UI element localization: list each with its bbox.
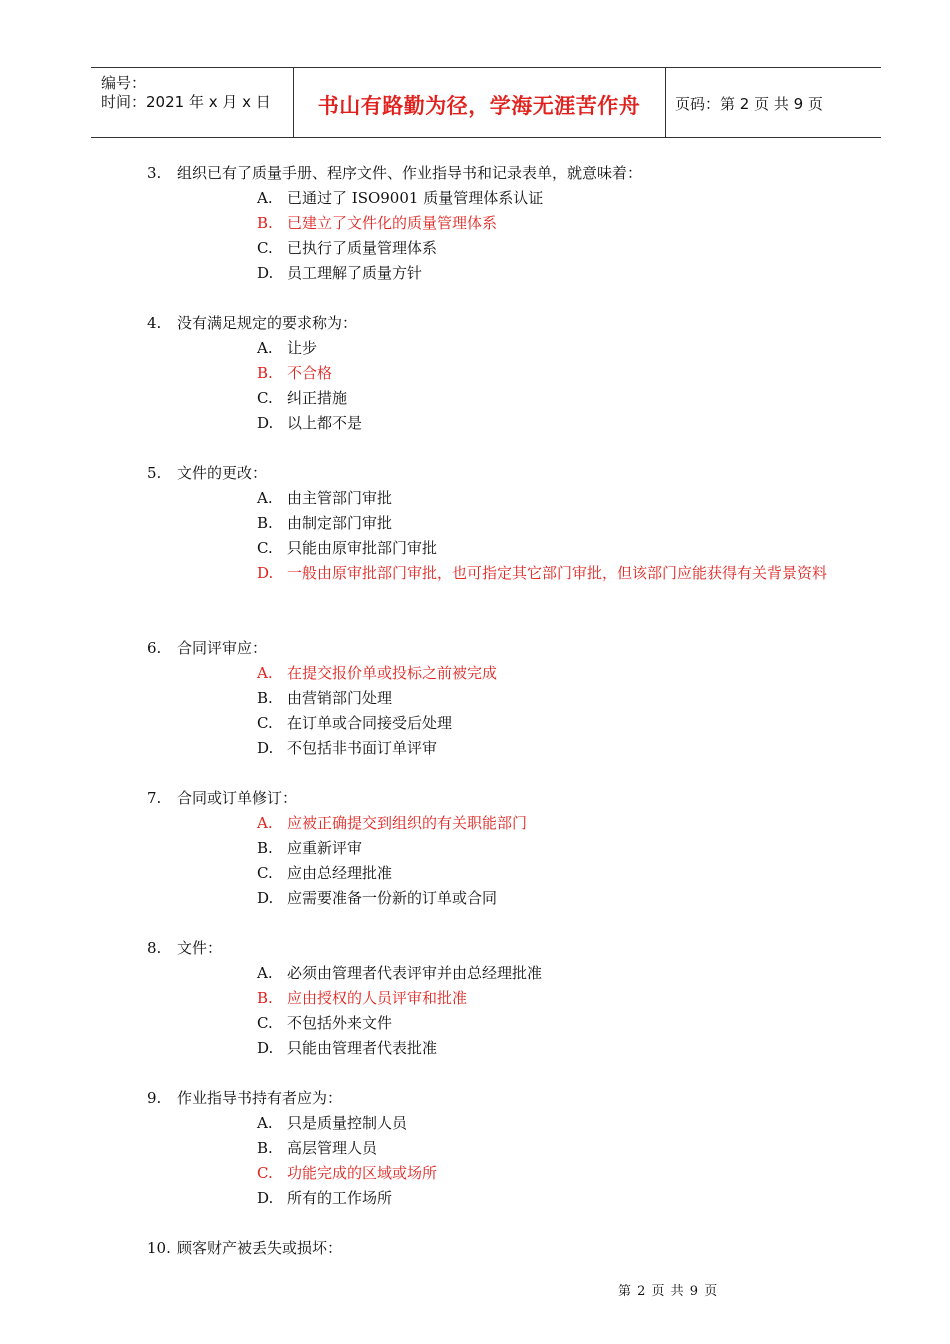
- question-item: [147, 1236, 342, 1261]
- answer-option-correct: [257, 361, 867, 386]
- option-text: 以上都不是: [287, 414, 363, 432]
- option-text: 不合格: [287, 364, 333, 382]
- option-letter: D.: [257, 564, 274, 582]
- question-item: [147, 461, 267, 486]
- option-text: 已执行了质量管理体系: [287, 239, 438, 257]
- option-text: 功能完成的区域或场所: [287, 1164, 438, 1182]
- option-letter: B.: [257, 214, 273, 232]
- option-letter: D.: [257, 1189, 274, 1207]
- answer-option: [257, 711, 867, 736]
- option-letter: B.: [257, 364, 273, 382]
- answer-option-correct: [257, 661, 867, 686]
- answer-option: [257, 411, 867, 436]
- answer-option: [257, 836, 867, 861]
- option-letter: D.: [257, 739, 274, 757]
- option-text: 由制定部门审批: [287, 514, 393, 532]
- answer-option: [257, 486, 867, 511]
- document-number-label: 编号：: [101, 74, 147, 92]
- option-text: 员工理解了质量方针: [287, 264, 423, 282]
- option-text: 已建立了文件化的质量管理体系: [287, 214, 498, 232]
- answer-option: [257, 1011, 867, 1036]
- option-letter: B.: [257, 989, 273, 1007]
- option-letter: A.: [257, 664, 273, 682]
- option-letter: D.: [257, 414, 274, 432]
- option-text: 让步: [287, 339, 318, 357]
- option-text: 一般由原审批部门审批，也可指定其它部门审批，但该部门应能获得有关背景资料: [287, 564, 828, 582]
- answer-option: [257, 1036, 867, 1061]
- question-number: 4.: [147, 314, 162, 332]
- option-letter: D.: [257, 264, 274, 282]
- answer-option: [257, 961, 867, 986]
- question-text: 合同评审应：: [177, 639, 268, 657]
- option-letter: C.: [257, 1014, 273, 1032]
- option-text: 高层管理人员: [287, 1139, 378, 1157]
- answer-option: [257, 1136, 867, 1161]
- option-text: 在订单或合同接受后处理: [287, 714, 453, 732]
- option-text: 不包括非书面订单评审: [287, 739, 438, 757]
- question-number: 3.: [147, 164, 162, 182]
- question-text: 没有满足规定的要求称为：: [177, 314, 358, 332]
- question-text: 合同或订单修订：: [177, 789, 298, 807]
- question-item: [147, 636, 267, 661]
- header-info-cell: [91, 68, 294, 137]
- option-letter: A.: [257, 964, 273, 982]
- answer-option-correct: [257, 561, 867, 586]
- question-number: 7.: [147, 789, 162, 807]
- option-letter: B.: [257, 689, 273, 707]
- option-text: 纠正措施: [287, 389, 348, 407]
- option-letter: A.: [257, 339, 273, 357]
- question-item: [147, 311, 357, 336]
- option-letter: C.: [257, 539, 273, 557]
- option-text: 不包括外来文件: [287, 1014, 393, 1032]
- option-text: 只能由原审批部门审批: [287, 539, 438, 557]
- option-text: 在提交报价单或投标之前被完成: [287, 664, 498, 682]
- answer-option-correct: [257, 1161, 867, 1186]
- option-text: 应需要准备一份新的订单或合同: [287, 889, 498, 907]
- answer-option-correct: [257, 211, 867, 236]
- question-text: 文件：: [177, 939, 223, 957]
- option-text: 必须由管理者代表评审并由总经理批准: [287, 964, 543, 982]
- answer-option: [257, 236, 867, 261]
- answer-option: [257, 536, 867, 561]
- question-item: [147, 936, 222, 961]
- option-text: 应被正确提交到组织的有关职能部门: [287, 814, 528, 832]
- option-letter: C.: [257, 864, 273, 882]
- option-text: 只能由管理者代表批准: [287, 1039, 438, 1057]
- answer-option: [257, 1111, 867, 1136]
- question-item: [147, 161, 642, 186]
- question-number: 8.: [147, 939, 162, 957]
- question-text: 文件的更改：: [177, 464, 268, 482]
- option-text: 所有的工作场所: [287, 1189, 393, 1207]
- option-letter: A.: [257, 814, 273, 832]
- question-item: [147, 1086, 342, 1111]
- option-letter: C.: [257, 239, 273, 257]
- option-letter: A.: [257, 1114, 273, 1132]
- question-number: 10.: [147, 1239, 171, 1257]
- option-letter: C.: [257, 1164, 273, 1182]
- document-time-label: 时间：2021 年 x 月 x 日: [101, 93, 271, 111]
- header-page-cell: [665, 68, 881, 137]
- answer-option-correct: [257, 811, 867, 836]
- answer-option: [257, 186, 867, 211]
- header-motto: 书山有路勤为径，学海无涯苦作舟: [317, 94, 641, 118]
- option-letter: D.: [257, 889, 274, 907]
- option-letter: A.: [257, 189, 273, 207]
- question-text: 组织已有了质量手册、程序文件、作业指导书和记录表单，就意味着：: [177, 164, 643, 182]
- answer-option: [257, 511, 867, 536]
- answer-option: [257, 386, 867, 411]
- option-text: 已通过了 ISO9001 质量管理体系认证: [287, 189, 544, 207]
- question-number: 5.: [147, 464, 162, 482]
- option-letter: D.: [257, 1039, 274, 1057]
- option-text: 只是质量控制人员: [287, 1114, 408, 1132]
- option-text: 应由授权的人员评审和批准: [287, 989, 468, 1007]
- answer-option: [257, 1186, 867, 1211]
- option-text: 由营销部门处理: [287, 689, 393, 707]
- option-text: 由主管部门审批: [287, 489, 393, 507]
- question-text: 顾客财产被丢失或损坏：: [177, 1239, 343, 1257]
- header-motto-cell: [293, 68, 666, 137]
- answer-option: [257, 861, 867, 886]
- header-page-info: 页码：第 2 页 共 9 页: [675, 95, 823, 113]
- question-text: 作业指导书持有者应为：: [177, 1089, 343, 1107]
- option-text: 应重新评审: [287, 839, 363, 857]
- answer-option: [257, 736, 867, 761]
- document-header: [91, 67, 881, 138]
- answer-option: [257, 261, 867, 286]
- question-item: [147, 786, 297, 811]
- option-letter: C.: [257, 714, 273, 732]
- option-letter: A.: [257, 489, 273, 507]
- option-letter: B.: [257, 514, 273, 532]
- answer-option: [257, 686, 867, 711]
- option-letter: C.: [257, 389, 273, 407]
- option-letter: B.: [257, 1139, 273, 1157]
- answer-option: [257, 336, 867, 361]
- page-footer: 第 2 页 共 9 页: [618, 1284, 719, 1299]
- answer-option: [257, 886, 867, 911]
- option-text: 应由总经理批准: [287, 864, 393, 882]
- option-letter: B.: [257, 839, 273, 857]
- answer-option-correct: [257, 986, 867, 1011]
- question-number: 9.: [147, 1089, 162, 1107]
- question-number: 6.: [147, 639, 162, 657]
